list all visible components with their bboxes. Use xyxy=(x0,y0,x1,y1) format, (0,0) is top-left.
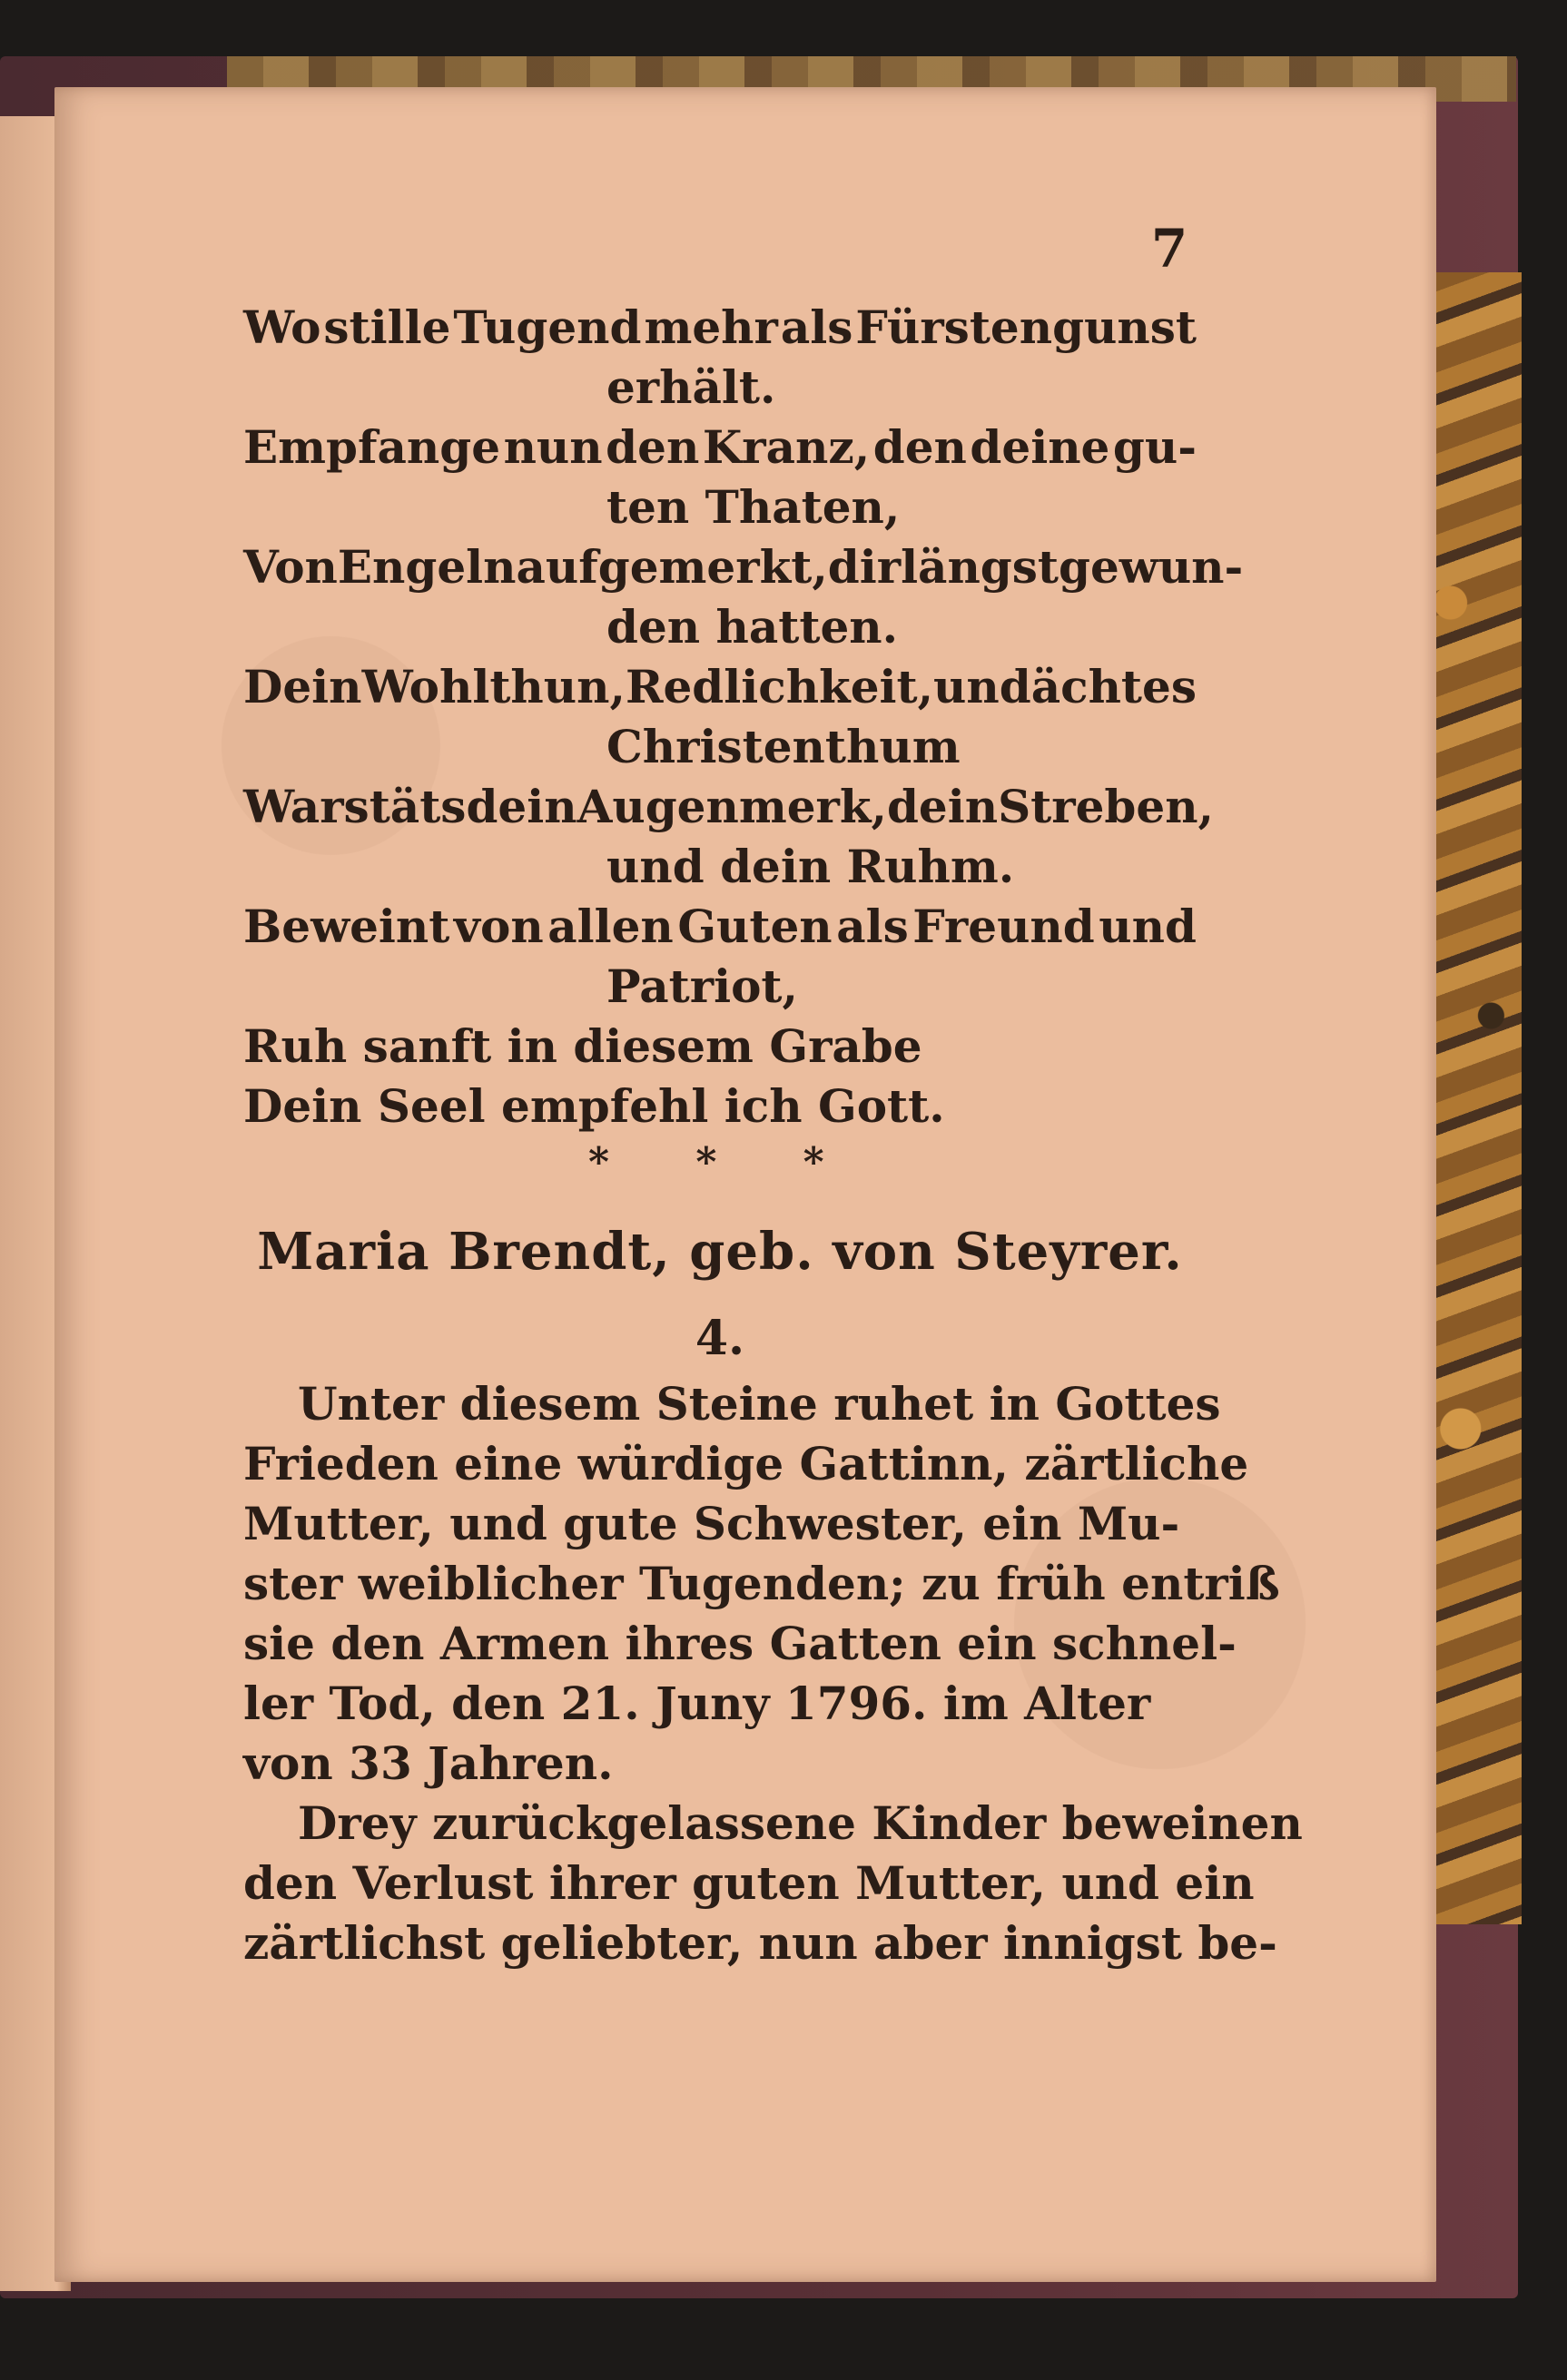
verse-line: Empfange nun den Kranz, den deine gu- xyxy=(243,420,1197,474)
paragraph-line: Unter diesem Steine ruhet in Gottes xyxy=(298,1377,1221,1431)
page-text xyxy=(243,298,1303,1973)
paragraph-line: den Verlust ihrer guten Mutter, und ein xyxy=(243,1856,1255,1910)
paragraph-line: ler Tod, den 21. Juny 1796. im Alter xyxy=(243,1677,1151,1730)
verse-line: Wo stille Tugend mehr als Fürstengunst xyxy=(243,300,1197,354)
verse-line: Von Engeln aufgemerkt, dir längst gewun- xyxy=(243,540,1244,594)
paragraph-line: von 33 Jahren. xyxy=(243,1736,614,1790)
verse-line: und dein Ruhm. xyxy=(606,840,1015,893)
verse-line: Dein Wohlthun, Redlichkeit, und ächtes xyxy=(243,660,1197,713)
verse-line: den hatten. xyxy=(606,600,899,654)
verse-line: ten Thaten, xyxy=(606,480,901,534)
page-number: 7 xyxy=(1150,218,1188,280)
verse-line: Christenthum xyxy=(606,720,961,773)
paragraph-line: ster weiblicher Tugenden; zu früh entriß xyxy=(243,1557,1280,1610)
verse-line: Patriot, xyxy=(606,959,798,1013)
paragraph-line: Frieden eine würdige Gattinn, zärtliche xyxy=(243,1437,1249,1490)
verse-line: War stäts dein Augenmerk, dein Streben, xyxy=(243,780,1214,833)
star-separator: * * * xyxy=(588,1139,861,1185)
paragraph-line: sie den Armen ihres Gatten ein schnel- xyxy=(243,1617,1237,1670)
section-number: 4. xyxy=(695,1311,745,1366)
verse-line: Ruh sanft in diesem Grabe xyxy=(243,1019,922,1073)
paragraph-line: Mutter, und gute Schwester, ein Mu- xyxy=(243,1497,1180,1550)
section-heading: Maria Brendt, geb. von Steyrer. xyxy=(257,1222,1183,1282)
paragraph-line: Drey zurückgelassene Kinder beweinen xyxy=(298,1796,1303,1850)
verse-line: erhält. xyxy=(606,360,776,414)
paragraph-line: zärtlichst geliebter, nun aber innigst be- xyxy=(243,1916,1277,1970)
verse-line: Beweint von allen Guten als Freund und xyxy=(243,900,1197,953)
verse-line: Dein Seel empfehl ich Gott. xyxy=(243,1079,945,1133)
